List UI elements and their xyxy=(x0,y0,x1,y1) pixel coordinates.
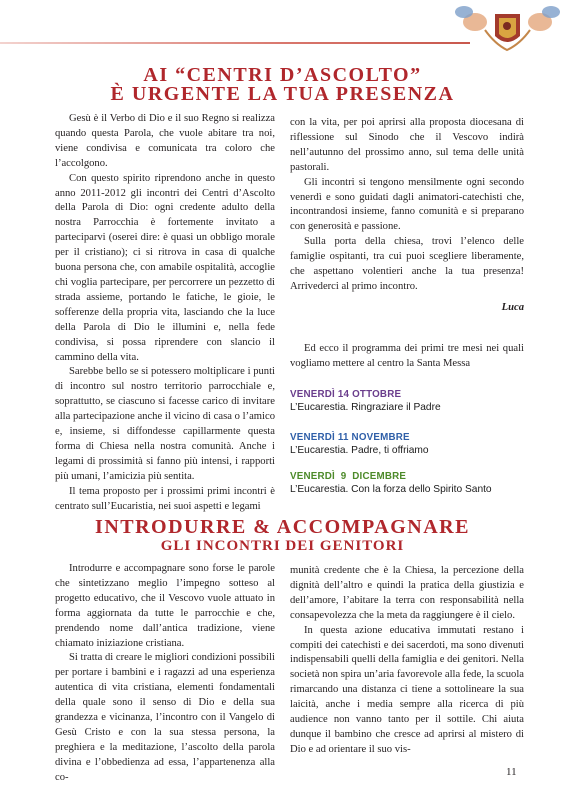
program-intro-text: Ed ecco il programma dei primi tre mesi nei quali vogliamo mettere al centro la Santa Messa xyxy=(290,343,524,369)
article1-title-line2: È URGENTE LA TUA PRESENZA xyxy=(110,83,455,105)
event-item xyxy=(290,431,530,458)
page-number: 11 xyxy=(506,766,517,778)
event-subject: L’Eucarestia. Padre, ti offriamo xyxy=(290,445,429,456)
paragraph: Si tratta di creare le migliori condizioni possibili per portare i bambini e i ragazzi ad una esperienza autentica di vita cristiana, elementi fondamentali della quale sono il senso di Dio e della sua grandezza e vicinanza, l’incontro con il Vangelo di Gesù Cristo e con la sua stessa persona, la preghiera e la meditazione, l’ascolto della parola divina e l’obbedienza ad essa, l’appartenenza alla co- xyxy=(55,652,275,783)
program-intro xyxy=(290,341,524,371)
paragraph: Sarebbe bello se si potessero moltiplicare i punti di incontro sul nostro territorio parrocchiale e, soprattutto, se ciascuno si facesse carico di invitare alla partecipazione anche il vicino di casa o l’amico e, insieme, si diffondesse capillarmente questa forma di Chiesa nella nostra comunità. Anche i legami di prossimità si fanno più intensi, i rapporti più umani, l’amicizia più sentita. xyxy=(55,366,275,482)
article1-column1 xyxy=(55,112,275,514)
event-item xyxy=(290,388,530,415)
paragraph: In questa azione educativa immutati restano i compiti dei catechisti e dei sacerdoti, ma sono divenuti indispensabili quelli della famiglia e dei genitori. Nella società non spira un’aria favorevole alla fede, la scuola rimarcando una distanza ci tiene a sottolineare la sua laicità, anche i media sempre alla ricerca di più audience non vanno tanto per il sottile. Chi aiuta dunque il bambino che cresce ad aprirsi al mistero di Dio e ad orientare il suo vis- xyxy=(290,624,524,755)
paragraph: Con questo spirito riprendono anche in questo anno 2011-2012 gli incontri dei Centri d’Ascolto della Parola di Dio: ogni credente adulto della nostra Parrocchia è fortemente invitato a parteciparvi (oserei dire: è quasi un obbligo morale per il cristiano); ci si ritrova in casa di qualche buona persona che, con amabile ospitalità, accoglie chi voglia partecipare, per percorrere un pezzetto di strada assieme, portando le fatiche, le gioie, le sofferenze della propria vita, lasciando che la luce della Parola di Dio le illumini e, nella fede condivisa, si possa riprendere con slancio il cammino della vita. xyxy=(55,172,275,363)
angels-coat-of-arms-icon xyxy=(450,0,565,58)
event-subject: L’Eucarestia. Ringraziare il Padre xyxy=(290,402,441,413)
paragraph: Gli incontri si tengono mensilmente ogni secondo venerdì e sono guidati dagli animatori-catechisti che, incontrandosi insieme, fanno comunità e si preparano con generosità e passione. xyxy=(290,176,524,233)
paragraph: Gesù è il Verbo di Dio e il suo Regno si realizza quando questa Parola, che vuole abitare tra noi, viene condivisa e comunicata tra coloro che l’accolgono. xyxy=(55,113,275,169)
event-date: VENERDÌ 11 NOVEMBRE xyxy=(290,432,410,443)
paragraph: Introdurre e accompagnare sono forse le parole che sintetizzano meglio l’impegno sotteso al progetto educativo, che il Vescovo vuole attuato in forma aggiornata da tutte le parrocchie e che, prendendo nome dall’antica tradizione, viene chiamato iniziazione cristiana. xyxy=(55,563,275,649)
event-subject: L’Eucarestia. Con la forza dello Spirito Santo xyxy=(290,484,492,495)
article2-column1 xyxy=(55,562,275,786)
event-date: VENERDÌ 14 OTTOBRE xyxy=(290,389,402,400)
article1-title-line1: AI “CENTRI D’ASCOLTO” xyxy=(143,64,422,86)
article1-column2 xyxy=(290,116,524,295)
paragraph: munità credente che è la Chiesa, la percezione della dignità dell’altro e quindi la pratica della giustizia e dell’amore, l’abitare la terra con responsabilità nella consapevolezza che la meta da raggiungere è il cielo. xyxy=(290,565,524,621)
paragraph: Il tema proposto per i prossimi primi incontri è centrato sull’Eucaristia, nei suoi aspetti e legami xyxy=(55,485,275,512)
paragraph: con la vita, per poi aprirsi alla proposta diocesana di riflessione sul Sinodo che il Vescovo indirà nell’autunno del prossimo anno, sul tema delle unità pastorali. xyxy=(290,117,524,173)
article2-title-line1: INTRODURRE & ACCOMPAGNARE xyxy=(95,516,470,538)
paragraph: Sulla porta della chiesa, trovi l’elenco delle famiglie ospitanti, tra cui puoi scegliere liberamente, che aspettano volentieri anche la tua presenza! Arrivederci al primo incontro. xyxy=(290,236,524,292)
article2-column2 xyxy=(290,564,524,758)
event-item xyxy=(290,470,530,497)
header-rule xyxy=(0,42,470,44)
author-signature: Luca xyxy=(501,302,524,313)
article2-title-line2: GLI INCONTRI DEI GENITORI xyxy=(160,538,405,554)
event-date: VENERDÌ 9 DICEMBRE xyxy=(290,471,407,482)
